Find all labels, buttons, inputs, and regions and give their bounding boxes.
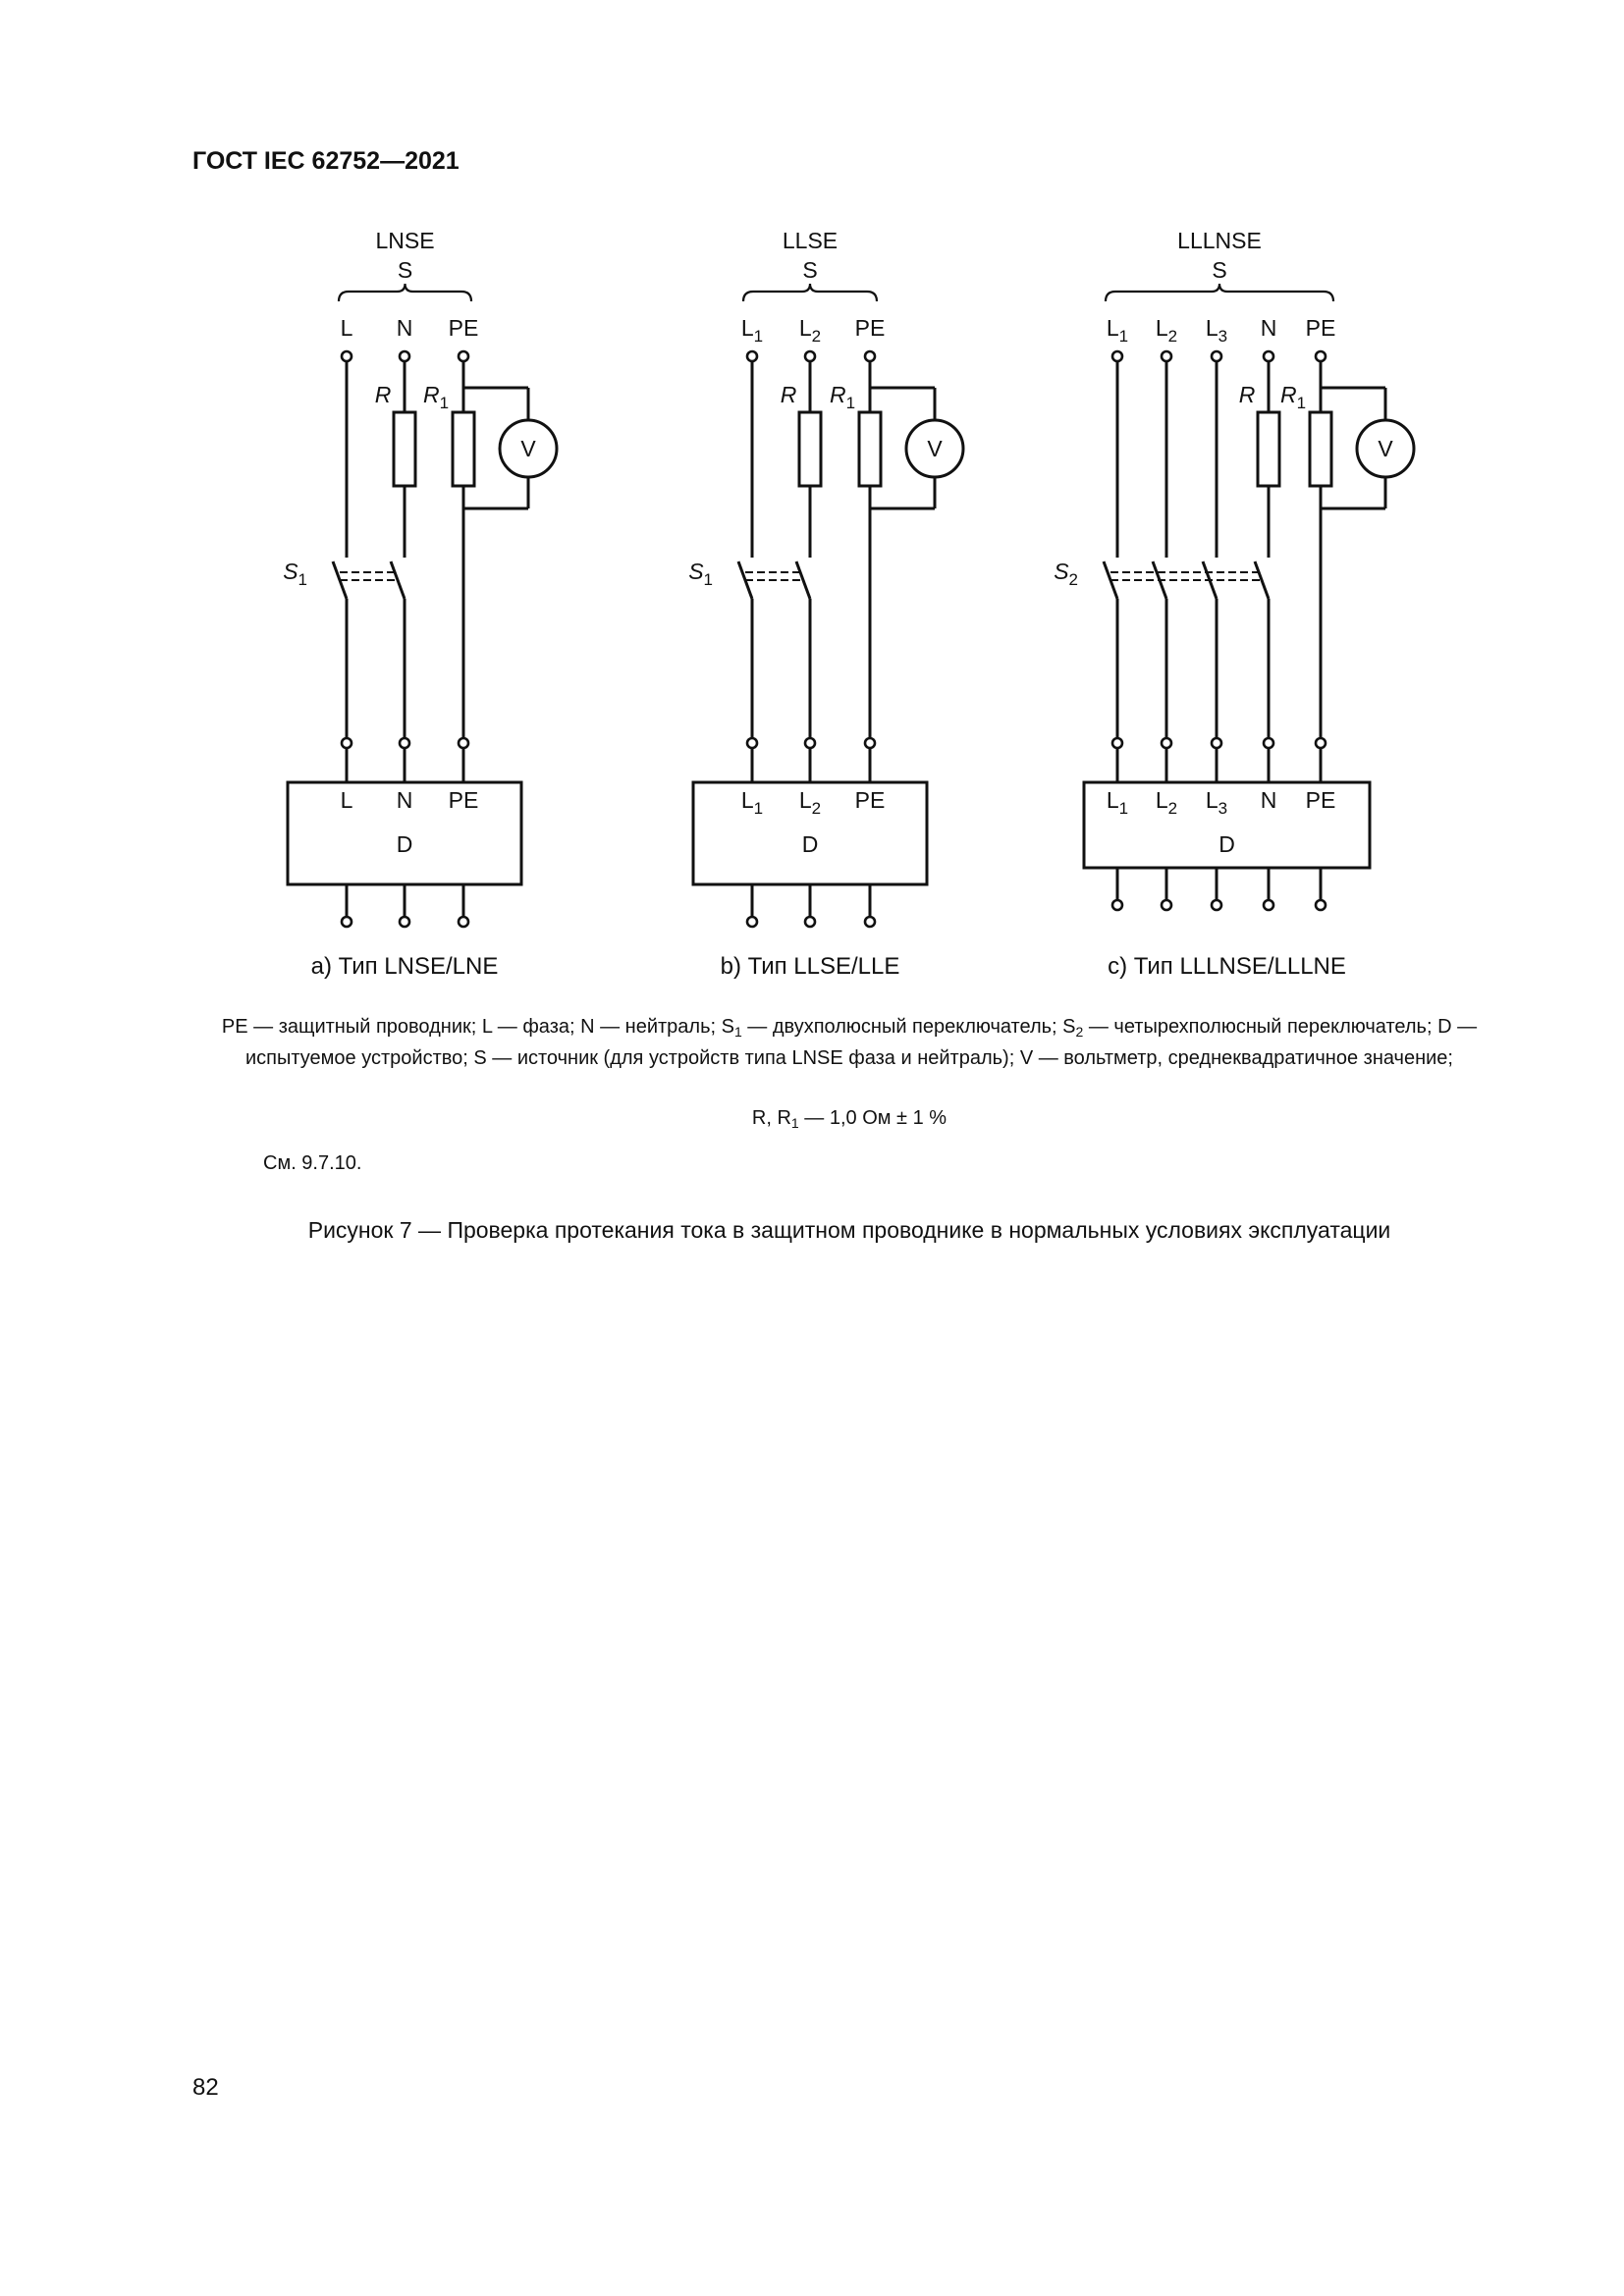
figure-title: Рисунок 7 — Проверка протекания тока в защитном проводнике в нормальных условиях эксплуатации xyxy=(307,1217,1391,1243)
legend-part1: PE — защитный проводник; L — фаза; N — нейтраль; S xyxy=(221,1016,734,1038)
terminal-label-top: $L_2$ xyxy=(798,315,822,346)
terminal-dot-top xyxy=(805,351,815,361)
legend-sub1: 1 xyxy=(733,1024,742,1040)
resistor-r1 xyxy=(453,412,474,486)
device-terminal-dot xyxy=(1162,738,1171,748)
device-terminal-dot xyxy=(865,738,875,748)
device-terminal-dot xyxy=(1212,738,1221,748)
voltmeter-label: V xyxy=(927,436,943,461)
device-label: D xyxy=(396,831,413,857)
circuit-panel-3 xyxy=(1054,228,1414,980)
device-terminal-label: PE xyxy=(854,787,886,813)
device-terminal-dot xyxy=(747,738,757,748)
panel-caption: a) Тип LNSE/LNE xyxy=(310,953,499,980)
terminal-dot-top xyxy=(1212,351,1221,361)
terminal-label-top: PE xyxy=(448,315,479,341)
circuit-panel-1 xyxy=(283,228,557,980)
terminal-label-top: PE xyxy=(1305,315,1336,341)
resistor-r1-label: $R_1$ xyxy=(829,382,856,412)
device-terminal-label: $L_1$ xyxy=(740,787,764,818)
panel-caption: b) Тип LLSE/LLE xyxy=(720,953,900,980)
device-terminal-dot xyxy=(1316,738,1326,748)
terminal-label-top: N xyxy=(396,315,413,341)
terminal-dot-top xyxy=(459,351,468,361)
source-brace xyxy=(1106,284,1333,301)
formula-sub: 1 xyxy=(790,1115,799,1131)
legend-sub2: 2 xyxy=(1075,1024,1084,1040)
terminal-label-top: $L_1$ xyxy=(1106,315,1129,346)
resistor-r xyxy=(394,412,415,486)
resistor-r-label: R xyxy=(780,382,797,407)
device-terminal-label: N xyxy=(396,787,413,813)
terminal-label-top: $L_3$ xyxy=(1205,315,1228,346)
terminal-label-top: N xyxy=(1260,315,1277,341)
clause-reference: См. 9.7.10. xyxy=(263,1152,362,1174)
output-terminal-dot xyxy=(1264,900,1273,910)
source-type-label: LNSE xyxy=(375,228,435,253)
resistor-r1 xyxy=(859,412,881,486)
resistor-r xyxy=(799,412,821,486)
formula-a: R, R xyxy=(751,1107,791,1129)
switch-label: $S_1$ xyxy=(283,559,307,589)
output-terminal-dot xyxy=(865,917,875,927)
output-terminal-dot xyxy=(1162,900,1171,910)
document-header: ГОСТ IEC 62752—2021 xyxy=(192,147,460,175)
device-terminal-label: $L_2$ xyxy=(798,787,822,818)
source-brace xyxy=(339,284,471,301)
output-terminal-dot xyxy=(1316,900,1326,910)
device-terminal-label: L xyxy=(340,787,353,813)
terminal-dot-top xyxy=(747,351,757,361)
source-type-label: LLLNSE xyxy=(1177,228,1262,253)
device-terminal-label: PE xyxy=(448,787,479,813)
device-terminal-label: N xyxy=(1260,787,1277,813)
device-label: D xyxy=(801,831,819,857)
output-terminal-dot xyxy=(400,917,409,927)
output-terminal-dot xyxy=(747,917,757,927)
terminal-label-top: $L_1$ xyxy=(740,315,764,346)
resistance-formula xyxy=(0,1107,1624,1131)
terminal-dot-top xyxy=(1162,351,1171,361)
source-brace xyxy=(743,284,877,301)
device-label: D xyxy=(1218,831,1235,857)
resistor-r-label: R xyxy=(1238,382,1256,407)
resistor-r xyxy=(1258,412,1279,486)
figure-legend xyxy=(216,1014,1483,1072)
voltmeter-label: V xyxy=(520,436,536,461)
terminal-label-top: $L_2$ xyxy=(1155,315,1178,346)
device-terminal-label: $L_3$ xyxy=(1205,787,1228,818)
terminal-dot-top xyxy=(1264,351,1273,361)
output-terminal-dot xyxy=(342,917,352,927)
output-terminal-dot xyxy=(1112,900,1122,910)
legend-part3: — четырехполюсный переключатель; D — испытуемое устройство; S — источник (для устройств типа LNSE фаза и нейтраль); V — вольтметр, среднеквадратичное значение; xyxy=(245,1016,1478,1069)
page-number: 82 xyxy=(192,2074,219,2101)
terminal-dot-top xyxy=(1316,351,1326,361)
legend-part2: — двухполюсный переключатель; S xyxy=(741,1016,1076,1038)
output-terminal-dot xyxy=(459,917,468,927)
source-type-label: LLSE xyxy=(782,228,839,253)
terminal-dot-top xyxy=(400,351,409,361)
device-terminal-dot xyxy=(1264,738,1273,748)
terminal-label-top: L xyxy=(340,315,353,341)
output-terminal-dot xyxy=(805,917,815,927)
circuit-panel-2 xyxy=(688,228,963,980)
device-terminal-label: $L_1$ xyxy=(1106,787,1129,818)
resistor-r1-label: $R_1$ xyxy=(1279,382,1307,412)
resistor-r-label: R xyxy=(374,382,392,407)
panel-caption: c) Тип LLLNSE/LLLNE xyxy=(1108,953,1346,980)
device-terminal-dot xyxy=(459,738,468,748)
switch-label: $S_2$ xyxy=(1054,559,1078,589)
source-label: S xyxy=(1212,257,1227,283)
device-terminal-dot xyxy=(1112,738,1122,748)
terminal-dot-top xyxy=(1112,351,1122,361)
device-terminal-dot xyxy=(342,738,352,748)
device-terminal-label: $L_2$ xyxy=(1155,787,1178,818)
terminal-dot-top xyxy=(342,351,352,361)
source-label: S xyxy=(397,257,413,283)
device-terminal-label: PE xyxy=(1305,787,1336,813)
device-terminal-dot xyxy=(400,738,409,748)
output-terminal-dot xyxy=(1212,900,1221,910)
switch-label: $S_1$ xyxy=(688,559,713,589)
source-label: S xyxy=(802,257,818,283)
terminal-label-top: PE xyxy=(854,315,886,341)
resistor-r1 xyxy=(1310,412,1331,486)
device-terminal-dot xyxy=(805,738,815,748)
voltmeter-label: V xyxy=(1378,436,1393,461)
circuit-diagram xyxy=(0,0,1624,1001)
resistor-r1-label: $R_1$ xyxy=(422,382,450,412)
terminal-dot-top xyxy=(865,351,875,361)
formula-b: — 1,0 Ом ± 1 % xyxy=(798,1107,947,1129)
